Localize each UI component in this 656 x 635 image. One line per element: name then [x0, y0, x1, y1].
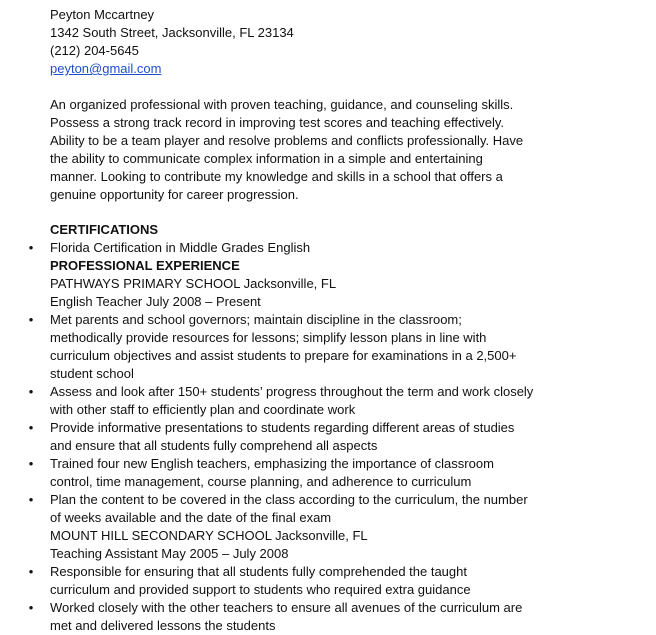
- bullet-icon: •: [28, 240, 34, 255]
- job-bullet-line: with other staff to efficiently plan and coordinate work: [50, 402, 356, 417]
- job-bullet-line: Worked closely with the other teachers to ensure all avenues of the curriculum are: [50, 600, 523, 615]
- summary-paragraph: [50, 96, 610, 204]
- job-bullet-line: Trained four new English teachers, emphasizing the importance of classroom: [50, 456, 494, 471]
- summary-line: Possess a strong track record in improving test scores and teaching effectively.: [50, 115, 505, 130]
- experience-heading: PROFESSIONAL EXPERIENCE: [50, 258, 240, 273]
- certifications-heading: CERTIFICATIONS: [50, 222, 159, 237]
- job-role: Teaching Assistant May 2005 – July 2008: [50, 546, 289, 561]
- job-bullet: [28, 563, 630, 599]
- bullet-icon: •: [28, 312, 34, 327]
- bullet-icon: •: [28, 564, 34, 579]
- summary-line: genuine opportunity for career progression.: [50, 187, 299, 202]
- job-bullet-line: Met parents and school governors; maintain discipline in the classroom;: [50, 312, 462, 327]
- job-bullet-line: and ensure that all students fully comprehend all aspects: [50, 438, 378, 453]
- job-bullet-line: student school: [50, 366, 134, 381]
- job-bullet-line: met and delivered lessons the students: [50, 618, 276, 633]
- job-bullet: [28, 491, 630, 527]
- summary-line: Ability to be a team player and resolve problems and conflicts professionally. Have: [50, 133, 524, 148]
- job-employer: MOUNT HILL SECONDARY SCHOOL Jacksonville, FL: [50, 528, 368, 543]
- job-bullet-line: methodically provide resources for lessons; simplify lesson plans in line with: [50, 330, 487, 345]
- job-bullet-line: Provide informative presentations to students regarding different areas of studies: [50, 420, 515, 435]
- certification-item: [28, 239, 630, 257]
- job-bullet-line: Plan the content to be covered in the class according to the curriculum, the number: [50, 492, 528, 507]
- bullet-icon: •: [28, 384, 34, 399]
- job-bullet-line: control, time management, course planning, and adherence to curriculum: [50, 474, 472, 489]
- job-bullet-line: Assess and look after 150+ students’ progress throughout the term and work closely: [50, 384, 534, 399]
- job-bullet: [28, 455, 630, 491]
- job-bullet-line: curriculum objectives and assist students to prepare for examinations in a 2,500+: [50, 348, 517, 363]
- job-bullet: [28, 383, 630, 419]
- job-role: English Teacher July 2008 – Present: [50, 294, 261, 309]
- job-bullet-line: Responsible for ensuring that all students fully comprehended the taught: [50, 564, 467, 579]
- bullet-icon: •: [28, 492, 34, 507]
- contact-address: 1342 South Street, Jacksonville, FL 23134: [50, 25, 294, 40]
- bullet-icon: •: [28, 420, 34, 435]
- summary-line: An organized professional with proven teaching, guidance, and counseling skills.: [50, 97, 514, 112]
- sections-block: [28, 221, 630, 635]
- bullet-icon: •: [28, 600, 34, 615]
- job-bullet: [28, 311, 630, 383]
- summary-line: the ability to communicate complex information in a simple and entertaining: [50, 151, 483, 166]
- contact-block: [50, 6, 630, 78]
- job-bullet-line: curriculum and provided support to students who required extra guidance: [50, 582, 471, 597]
- job-employer: PATHWAYS PRIMARY SCHOOL Jacksonville, FL: [50, 276, 337, 291]
- job-bullet: [28, 419, 630, 455]
- job-bullet-line: of weeks available and the date of the final exam: [50, 510, 332, 525]
- summary-line: manner. Looking to contribute my knowledge and skills in a school that offers a: [50, 169, 503, 184]
- bullet-icon: •: [28, 456, 34, 471]
- contact-phone: (212) 204-5645: [50, 43, 139, 58]
- contact-email-link[interactable]: peyton@gmail.com: [50, 61, 162, 76]
- job-bullet: [28, 599, 630, 635]
- certification-text: Florida Certification in Middle Grades English: [50, 240, 311, 255]
- contact-name: Peyton Mccartney: [50, 7, 155, 22]
